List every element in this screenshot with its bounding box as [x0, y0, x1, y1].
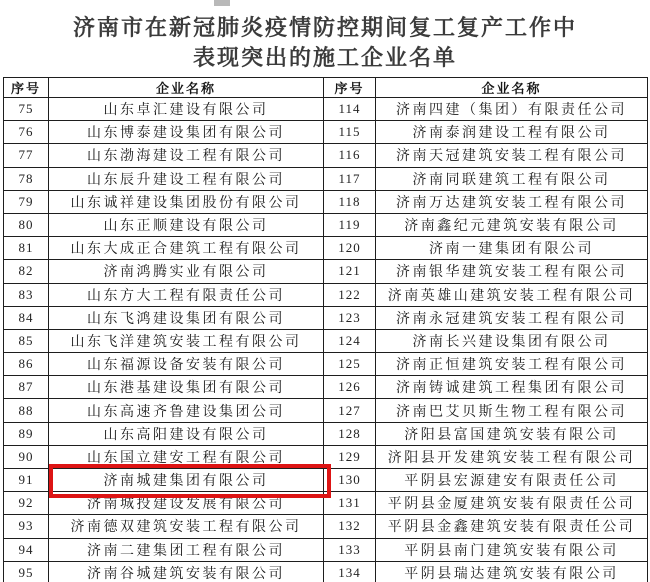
company-cell: 济南城建集团有限公司	[49, 469, 324, 492]
company-cell: 济阳县富国建筑安装有限公司	[376, 422, 648, 445]
table-row	[4, 121, 648, 144]
index-cell: 131	[324, 492, 376, 515]
index-cell: 95	[4, 561, 49, 582]
table-row	[4, 329, 648, 352]
company-cell: 山东卓汇建设有限公司	[49, 98, 324, 121]
index-cell: 118	[324, 190, 376, 213]
table-row	[4, 237, 648, 260]
index-cell: 81	[4, 237, 49, 260]
index-cell: 75	[4, 98, 49, 121]
index-cell: 77	[4, 144, 49, 167]
company-cell: 济南铸诚建筑工程集团有限公司	[376, 376, 648, 399]
company-cell: 济阳县开发建筑安装工程有限公司	[376, 445, 648, 468]
index-cell: 86	[4, 353, 49, 376]
table-row	[4, 422, 648, 445]
table-row	[4, 283, 648, 306]
company-cell: 山东国立建安工程有限公司	[49, 445, 324, 468]
table-row	[4, 445, 648, 468]
company-cell: 济南鸿腾实业有限公司	[49, 260, 324, 283]
index-cell: 117	[324, 167, 376, 190]
company-cell: 山东方大工程有限责任公司	[49, 283, 324, 306]
table-row	[4, 167, 648, 190]
company-cell: 济南谷城建筑安装有限公司	[49, 561, 324, 582]
header-index-right: 序号	[324, 78, 376, 98]
table-body	[4, 98, 648, 582]
index-cell: 89	[4, 422, 49, 445]
company-cell: 济南同联建筑工程有限公司	[376, 167, 648, 190]
index-cell: 123	[324, 306, 376, 329]
company-cell: 山东港基建设集团有限公司	[49, 376, 324, 399]
company-cell: 济南泰润建设工程有限公司	[376, 121, 648, 144]
index-cell: 119	[324, 213, 376, 236]
index-cell: 85	[4, 329, 49, 352]
company-cell: 山东飞鸿建设集团有限公司	[49, 306, 324, 329]
title-line-2: 表现突出的施工企业名单	[192, 45, 457, 70]
title-line-1: 济南市在新冠肺炎疫情防控期间复工复产工作中	[72, 15, 577, 40]
company-cell: 平阴县瑞达建筑安装有限公司	[376, 561, 648, 582]
index-cell: 82	[4, 260, 49, 283]
company-cell: 济南永冠建筑安装工程有限公司	[376, 306, 648, 329]
index-cell: 115	[324, 121, 376, 144]
index-cell: 76	[4, 121, 49, 144]
table-row	[4, 399, 648, 422]
index-cell: 121	[324, 260, 376, 283]
index-cell: 80	[4, 213, 49, 236]
index-cell: 116	[324, 144, 376, 167]
company-cell: 平阴县南门建筑安装有限公司	[376, 538, 648, 561]
index-cell: 91	[4, 469, 49, 492]
company-cell: 济南长兴建设集团有限公司	[376, 329, 648, 352]
index-cell: 124	[324, 329, 376, 352]
index-cell: 132	[324, 515, 376, 538]
company-cell: 山东辰升建设工程有限公司	[49, 167, 324, 190]
company-cell: 山东飞洋建筑安装工程有限公司	[49, 329, 324, 352]
company-cell: 山东高速齐鲁建设集团公司	[49, 399, 324, 422]
table-row	[4, 306, 648, 329]
header-name-left: 企业名称	[49, 78, 324, 98]
header-name-right: 企业名称	[376, 78, 648, 98]
table-row	[4, 515, 648, 538]
company-cell: 济南城投建设发展有限公司	[49, 492, 324, 515]
company-cell: 平阴县金厦建筑安装有限责任公司	[376, 492, 648, 515]
company-cell: 济南巴艾贝斯生物工程有限公司	[376, 399, 648, 422]
company-cell: 济南正恒建筑安装工程有限公司	[376, 353, 648, 376]
index-cell: 127	[324, 399, 376, 422]
company-cell: 济南四建（集团）有限责任公司	[376, 98, 648, 121]
company-cell: 济南一建集团有限公司	[376, 237, 648, 260]
table-row	[4, 353, 648, 376]
table-row	[4, 538, 648, 561]
table-row	[4, 376, 648, 399]
index-cell: 129	[324, 445, 376, 468]
company-cell: 山东正顺建设有限公司	[49, 213, 324, 236]
company-cell: 平阴县金鑫建筑安装有限责任公司	[376, 515, 648, 538]
scan-artifact	[214, 0, 230, 6]
table-row	[4, 213, 648, 236]
table-row	[4, 260, 648, 283]
index-cell: 126	[324, 376, 376, 399]
index-cell: 93	[4, 515, 49, 538]
index-cell: 122	[324, 283, 376, 306]
company-cell: 济南英雄山建筑安装工程有限公司	[376, 283, 648, 306]
company-cell: 济南银华建筑安装工程有限公司	[376, 260, 648, 283]
header-row	[4, 78, 648, 98]
header-index-left: 序号	[4, 78, 49, 98]
company-cell: 山东渤海建设工程有限公司	[49, 144, 324, 167]
company-cell: 山东博泰建设集团有限公司	[49, 121, 324, 144]
company-cell: 山东大成正合建筑工程有限公司	[49, 237, 324, 260]
index-cell: 88	[4, 399, 49, 422]
table-row	[4, 561, 648, 582]
index-cell: 84	[4, 306, 49, 329]
table-row	[4, 144, 648, 167]
table-row	[4, 190, 648, 213]
document-title	[0, 13, 650, 73]
index-cell: 87	[4, 376, 49, 399]
table-row	[4, 492, 648, 515]
company-cell: 济南万达建筑安装工程有限公司	[376, 190, 648, 213]
company-cell: 济南德双建筑安装工程有限公司	[49, 515, 324, 538]
company-cell: 山东诚祥建设集团股份有限公司	[49, 190, 324, 213]
index-cell: 79	[4, 190, 49, 213]
index-cell: 125	[324, 353, 376, 376]
index-cell: 94	[4, 538, 49, 561]
company-cell: 山东高阳建设有限公司	[49, 422, 324, 445]
company-roster-table	[3, 77, 648, 582]
index-cell: 114	[324, 98, 376, 121]
table-row	[4, 469, 648, 492]
company-cell: 平阴县宏源建安有限责任公司	[376, 469, 648, 492]
index-cell: 134	[324, 561, 376, 582]
index-cell: 78	[4, 167, 49, 190]
index-cell: 90	[4, 445, 49, 468]
table-row	[4, 98, 648, 121]
company-cell: 济南鑫纪元建筑安装有限公司	[376, 213, 648, 236]
index-cell: 133	[324, 538, 376, 561]
index-cell: 92	[4, 492, 49, 515]
company-cell: 山东福源设备安装有限公司	[49, 353, 324, 376]
index-cell: 120	[324, 237, 376, 260]
index-cell: 128	[324, 422, 376, 445]
index-cell: 130	[324, 469, 376, 492]
index-cell: 83	[4, 283, 49, 306]
company-cell: 济南二建集团工程有限公司	[49, 538, 324, 561]
company-cell: 济南天冠建筑安装工程有限公司	[376, 144, 648, 167]
